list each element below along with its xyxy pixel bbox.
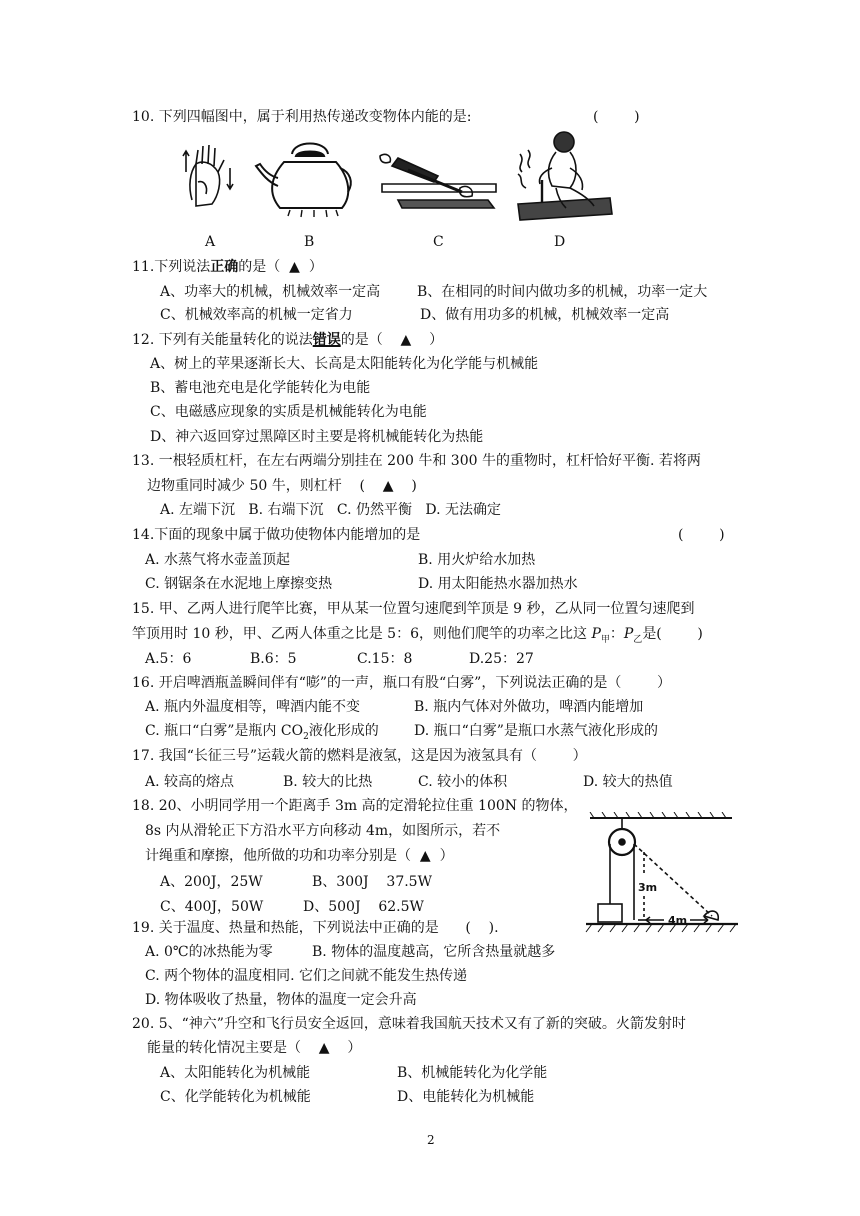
q12-option-d: D、神六返回穿过黑障区时主要是将机械能转化为热能 — [150, 429, 484, 445]
q17-option-b: B. 较大的比热 — [283, 774, 373, 790]
q20-option-b: B、机械能转化为化学能 — [397, 1065, 548, 1081]
q18-option-d: D、500J 62.5W — [303, 899, 424, 915]
pulley-diagram — [582, 812, 742, 938]
q15-subscript-jia: 甲 — [600, 634, 610, 645]
q19-stem: 19. 关于温度、热量和热能，下列说法中正确的是 ( ). — [132, 920, 499, 936]
q14-stem: 14.下面的现象中属于做功使物体内能增加的是 — [132, 527, 421, 543]
q10-answer-paren: ( ) — [593, 109, 640, 125]
q11-stem-post: 的是（ ▲ ） — [238, 259, 323, 275]
q20-option-c: C、化学能转化为机械能 — [160, 1089, 311, 1105]
q12-stem-post: 的是（ ▲ ） — [340, 332, 444, 348]
q15-power-symbol-1: P — [591, 626, 601, 642]
q16-option-c-text-end: 液化形成的 — [308, 723, 379, 739]
drilling-wood-fire-icon — [512, 128, 616, 224]
q18-option-a: A、200J，25W — [160, 874, 263, 890]
q19-option-c: C. 两个物体的温度相同. 它们之间就不能发生热传递 — [145, 968, 468, 984]
q11-emphasis: 正确 — [210, 259, 239, 275]
q12-stem — [132, 330, 443, 350]
q14-option-b: B. 用火炉给水加热 — [418, 552, 536, 568]
q20-option-a: A、太阳能转化为机械能 — [160, 1065, 311, 1081]
q10-label-c: C — [433, 234, 444, 250]
q17-option-d: D. 较大的热值 — [583, 774, 673, 790]
q10-label-b: B — [304, 234, 315, 250]
q12-option-c: C、电磁感应现象的实质是机械能转化为电能 — [150, 404, 427, 420]
q18-stem-line1: 18. 20、小明同学用一个距离手 3m 高的定滑轮拉住重 100N 的物体， — [132, 798, 578, 814]
q15-option-a: A.5：6 — [145, 651, 192, 667]
q15-option-c: C.15：8 — [357, 651, 413, 667]
q17-option-a: A. 较高的熔点 — [145, 774, 235, 790]
q12-emphasis: 错误 — [312, 332, 341, 348]
q16-option-c — [145, 721, 379, 747]
q11-option-b: B、在相同的时间内做功多的机械，功率一定大 — [417, 284, 708, 300]
q17-option-c: C. 较小的体积 — [418, 774, 508, 790]
q14-option-d: D. 用太阳能热水器加热水 — [418, 576, 578, 592]
q16-option-d: D. 瓶口“白雾”是瓶口水蒸气液化形成的 — [414, 723, 658, 739]
q15-stem-line2 — [132, 624, 703, 650]
q15-stem-line2-text: 竿顶用时 10 秒，甲、乙两人体重之比是 5：6，则他们爬竿的功率之比这 — [132, 626, 592, 642]
q20-option-d: D、电能转化为机械能 — [397, 1089, 535, 1105]
q15-subscript-yi: 乙 — [633, 634, 643, 645]
q14-option-c: C. 钢锯条在水泥地上摩擦变热 — [145, 576, 333, 592]
q15-ratio-colon: ： — [609, 626, 624, 642]
q13-stem-line2: 边物重同时减少 50 牛，则杠杆 ( ▲ ) — [147, 478, 417, 494]
q12-option-b: B、蓄电池充电是化学能转化为电能 — [150, 380, 371, 396]
q11-option-c: C、机械效率高的机械一定省力 — [160, 307, 353, 323]
q16-option-a: A. 瓶内外温度相等，啤酒内能不变 — [145, 699, 361, 715]
pulley-distance-label: 4m — [668, 914, 688, 927]
q10-label-d: D — [554, 234, 566, 250]
q10-label-a: A — [205, 234, 216, 250]
q19-option-b: B. 物体的温度越高，它所含热量就越多 — [312, 944, 556, 960]
q14-answer-paren: ( ) — [678, 527, 725, 543]
q15-power-symbol-2: P — [623, 626, 634, 642]
saw-wood-icon — [378, 148, 500, 212]
q15-stem-line2-end: 是( ) — [642, 626, 703, 642]
q18-option-c: C、400J，50W — [160, 899, 264, 915]
q12-stem-pre: 12. 下列有关能量转化的说法 — [132, 332, 313, 348]
q16-stem: 16. 开启啤酒瓶盖瞬间伴有“嘭”的一声，瓶口有股“白雾”，下列说法正确的是（ ） — [132, 675, 671, 691]
q20-stem-line2: 能量的转化情况主要是（ ▲ ） — [147, 1040, 362, 1056]
q13-options: A. 左端下沉 B. 右端下沉 C. 仍然平衡 D. 无法确定 — [160, 502, 501, 518]
pulley-height-label: 3m — [638, 881, 658, 894]
q11-option-a: A、功率大的机械，机械效率一定高 — [160, 284, 381, 300]
q16-option-c-text: C. 瓶口“白雾”是瓶内 CO — [145, 723, 304, 739]
q13-stem-line1: 13. 一根轻质杠杆，在左右两端分别挂在 200 牛和 300 牛的重物时，杠杆恰好平衡. 若将两 — [132, 453, 701, 469]
q14-option-a: A. 水蒸气将水壶盖顶起 — [145, 552, 291, 568]
q20-stem-line1: 20. 5、“神六”升空和飞行员安全返回，意味着我国航天技术又有了新的突破。火箭发射时 — [132, 1016, 686, 1032]
q11-option-d: D、做有用功多的机械，机械效率一定高 — [420, 307, 670, 323]
q18-stem-line3: 计绳重和摩擦，他所做的功和功率分别是（ ▲ ） — [145, 848, 454, 864]
kettle-icon — [254, 138, 360, 218]
q19-option-d: D. 物体吸收了热量，物体的温度一定会升高 — [145, 992, 417, 1008]
q19-option-a: A. 0℃的冰热能为零 — [145, 944, 273, 960]
q10-stem: 10. 下列四幅图中，属于利用热传递改变物体内能的是: — [132, 109, 472, 125]
q17-stem: 17. 我国“长征三号”运载火箭的燃料是液氢，这是因为液氢具有（ ） — [132, 748, 587, 764]
q15-option-d: D.25：27 — [469, 651, 534, 667]
q16-option-b: B. 瓶内气体对外做功，啤酒内能增加 — [414, 699, 644, 715]
q18-option-b: B、300J 37.5W — [312, 874, 432, 890]
q15-option-b: B.6：5 — [250, 651, 297, 667]
page-number: 2 — [427, 1133, 435, 1147]
q16-option-c-subscript: 2 — [303, 731, 309, 742]
hand-rubbing-icon — [178, 142, 238, 214]
q11-stem-pre: 11.下列说法 — [132, 259, 211, 275]
q18-stem-line2: 8s 内从滑轮正下方沿水平方向移动 4m，如图所示，若不 — [145, 823, 501, 839]
q11-stem — [132, 257, 323, 277]
q15-stem-line1: 15. 甲、乙两人进行爬竿比赛，甲从某一位置匀速爬到竿顶是 9 秒，乙从同一位置匀速爬到 — [132, 601, 695, 617]
q12-option-a: A、树上的苹果逐渐长大、长高是太阳能转化为化学能与机械能 — [150, 356, 539, 372]
